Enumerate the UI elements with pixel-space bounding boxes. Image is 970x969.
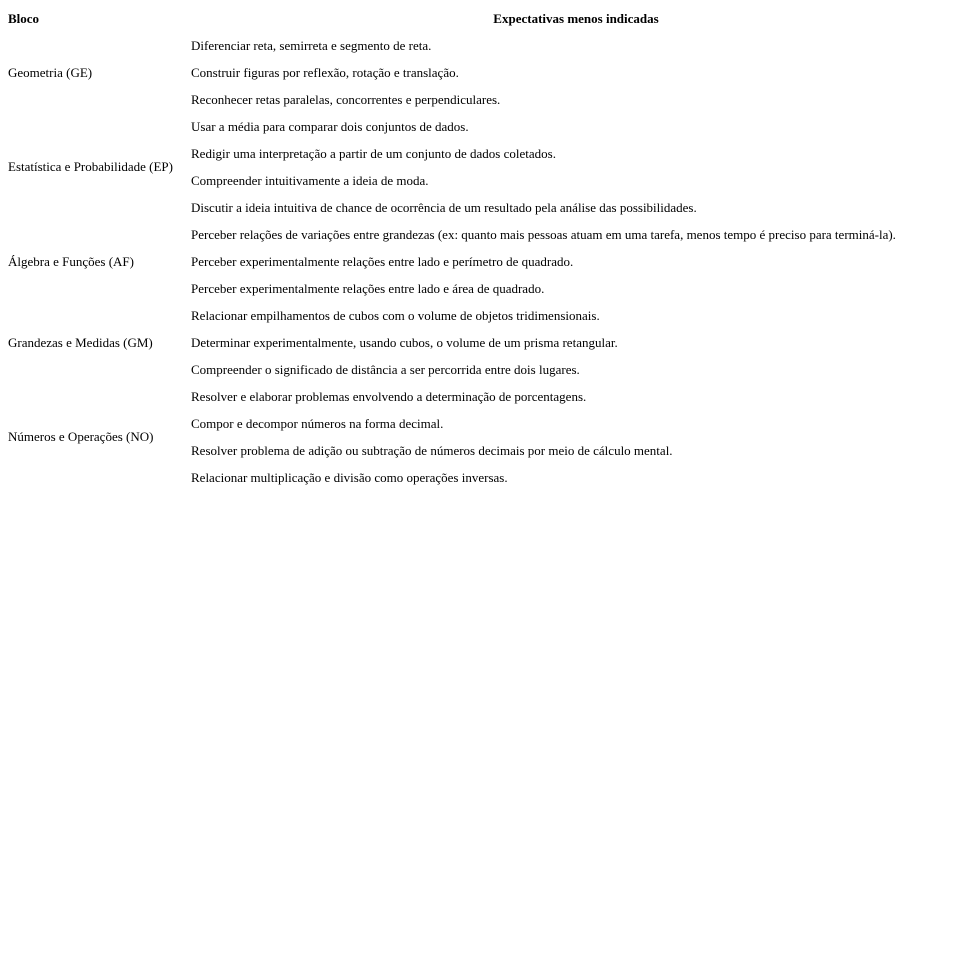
expectativa-row: Compor e decompor números na forma decimal. [191, 416, 444, 431]
expectativa-row: Perceber experimentalmente relações entre lado e área de quadrado. [191, 281, 545, 296]
table-group-numeros [0, 383, 970, 491]
bloco-label-estatistica: Estatística e Probabilidade (EP) [8, 159, 173, 174]
expectativa-row: Diferenciar reta, semirreta e segmento de reta. [191, 38, 432, 53]
bloco-label-algebra: Álgebra e Funções (AF) [8, 253, 134, 269]
bloco-label-geometria: Geometria (GE) [8, 64, 93, 80]
expectativa-row: Perceber experimentalmente relações entre lado e perímetro de quadrado. [191, 254, 574, 269]
expectativa-row: Compreender o significado de distância a ser percorrida entre dois lugares. [191, 362, 580, 377]
expectativa-row: Determinar experimentalmente, usando cubos, o volume de um prisma retangular. [191, 335, 618, 350]
expectativa-row: Perceber relações de variações entre grandezas (ex: quanto mais pessoas atuam em uma tarefa, menos tempo é preciso para terminá-la). [191, 227, 896, 242]
expectativa-row: Relacionar empilhamentos de cubos com o volume de objetos tridimensionais. [191, 308, 600, 323]
expectativa-row: Usar a média para comparar dois conjuntos de dados. [191, 119, 469, 134]
expectativa-row: Construir figuras por reflexão, rotação e translação. [191, 65, 459, 80]
bloco-label-numeros: Números e Operações (NO) [8, 429, 154, 444]
column-header-bloco: Bloco [8, 11, 40, 26]
table-group-grandezas [0, 302, 970, 383]
table-header-row [0, 5, 970, 32]
expectativa-row: Relacionar multiplicação e divisão como operações inversas. [191, 470, 508, 485]
expectativa-row: Resolver problema de adição ou subtração de números decimais por meio de cálculo mental. [191, 443, 673, 458]
expectativas-cell [191, 221, 961, 302]
table-group-algebra [0, 221, 970, 302]
table-group-geometria [0, 32, 970, 113]
bloco-label-grandezas: Grandezas e Medidas (GM) [8, 334, 153, 350]
column-header-expectativas: Expectativas menos indicadas [493, 11, 659, 26]
expectativa-row: Compreender intuitivamente a ideia de moda. [191, 173, 429, 188]
expectativa-row: Redigir uma interpretação a partir de um conjunto de dados coletados. [191, 146, 556, 161]
expectativa-row: Resolver e elaborar problemas envolvendo a determinação de porcentagens. [191, 389, 587, 404]
expectativas-cell [191, 383, 961, 491]
expectativa-row: Discutir a ideia intuitiva de chance de ocorrência de um resultado pela análise das possibilidades. [191, 200, 697, 215]
expectativas-cell [191, 113, 961, 221]
expectativas-cell [191, 302, 961, 383]
expectativas-cell [191, 32, 961, 113]
expectativa-row: Reconhecer retas paralelas, concorrentes e perpendiculares. [191, 92, 501, 107]
table-group-estatistica [0, 113, 970, 221]
